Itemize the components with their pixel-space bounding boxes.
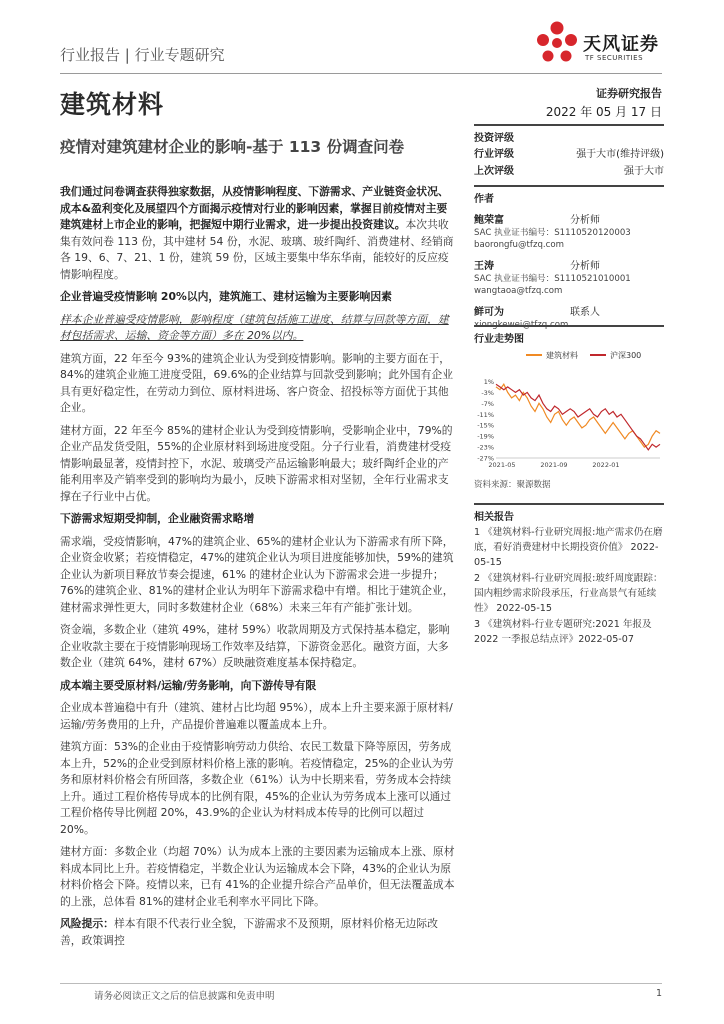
paragraph-funding: 资金端，多数企业（建筑 49%，建材 59%）收款周期及方式保持基本稳定，影响企业收款主要在于疫情影响现场工作效率及结算，下游资金恶化。融资方面，大多数企业（建筑 64%，建材 67%）反映融资难度基本保持稳定。 [60, 623, 450, 669]
tf-logo-icon [534, 20, 580, 66]
paragraph-construction: 建筑方面，22 年至今 93%的建筑企业认为受到疫情影响。影响的主要方面在于，84%的建筑企业施工进度受阻，69.6%的企业结算与回款受到影响；此外国有企业具有更好稳定性，在劳动力到位、原材料进场、客户资金、招投标等方面优于其他企业。 [60, 351, 453, 414]
risk-label: 风险提示： [60, 917, 114, 930]
related-report-item[interactable]: 1 《建筑材料-行业研究周报:地产需求仍在磨底，看好消费建材中长期投资价值》 2022-05-15 [474, 527, 663, 568]
report-type: 证券研究报告 [596, 87, 662, 100]
author-email[interactable]: wangtaoa@tfzq.com [474, 286, 563, 296]
intro-lead: 我们通过问卷调查获得独家数据，从疫情影响程度、下游需求、产业链资金状况、成本&盈利变化及展望四个方面揭示疫情对行业的影响因素，掌握目前疫情对主要建筑建材上市企业的影响，把握短中期行业需求，进一步提出投资建议。 [60, 185, 449, 231]
intro-rest: 本次共收集有效问卷 113 份，其中建材 54 份，水泥、玻璃、玻纤陶纤、消费建材、经销商各 19、6、7、21、1 份，建筑 59 份，区域主要集中华东华南，能较好的反应疫情影响程度。 [60, 218, 454, 281]
authors-heading: 作者 [474, 185, 664, 205]
y-tick-label: -15% [477, 421, 494, 430]
header-divider [60, 73, 662, 74]
rating-row [474, 146, 664, 163]
report-category: 行业报告 | 行业专题研究 [60, 46, 225, 64]
rating-row [474, 163, 664, 180]
x-tick-label: 2022-01 [592, 461, 620, 469]
paragraph-demand: 需求端，受疫情影响，47%的建筑企业、65%的建材企业认为下游需求有所下降，企业资金收紧；若疫情稳定，47%的建筑企业认为项目进度能够加快，59%的建筑企业认为新项目释放节奏会提速，61% 的建材企业认为下游需求会进一步提升；76%的建筑企业、81%的建材企业认为明年下游需求稳中有增。相比于建筑企业，建材需求弹性更大，同时多数建材企业（68%）未来三年有产能扩张计划。 [60, 534, 454, 614]
chart-panel [474, 325, 664, 347]
company-logo [534, 18, 664, 70]
rating-key: 行业评级 [474, 149, 514, 160]
author-name: 鲜可为 [474, 307, 504, 318]
author-cert: SAC 执业证书编号：S1110521010001 [474, 274, 631, 284]
rating-key: 上次评级 [474, 166, 514, 177]
intro-paragraph [60, 184, 456, 283]
author-name: 鲍荣富 [474, 215, 504, 226]
rating-value: 强于大市 [624, 166, 664, 177]
x-tick-label: 2021-09 [540, 461, 568, 469]
authors-panel [474, 185, 664, 331]
report-date: 2022 年 05 月 17 日 [545, 105, 662, 119]
rating-heading: 投资评级 [474, 124, 664, 144]
chart-source: 资料来源：聚源数据 [474, 480, 551, 490]
author-entry [474, 254, 664, 297]
page-number: 1 [655, 988, 662, 999]
footer-disclaimer: 请务必阅读正文之后的信息披露和免责申明 [94, 991, 275, 1002]
risk-paragraph [60, 916, 456, 949]
author-role: 联系人 [570, 307, 600, 318]
industry-trend-chart [474, 346, 664, 472]
x-tick-label: 2021-05 [488, 461, 516, 469]
logo-cn-text: 天风证券 [583, 34, 659, 55]
author-role: 分析师 [570, 261, 600, 272]
y-tick-label: -19% [477, 432, 494, 441]
page-title: 疫情对建筑建材企业的影响-基于 113 份调查问卷 [60, 138, 405, 156]
section-heading-cost: 成本端主要受原材料/运输/劳务影响，向下游传导有限 [60, 678, 317, 692]
rating-panel [474, 124, 664, 180]
author-email[interactable]: baorongfu@tfzq.com [474, 240, 564, 250]
series-line [496, 384, 660, 450]
y-tick-label: -3% [481, 388, 494, 397]
impact-note: 样本企业普遍受疫情影响，影响程度（建筑包括施工进度、结算与回款等方面，建材包括需求、运输、资金等方面）多在 20%以内。 [60, 312, 449, 342]
related-report-item[interactable]: 3 《建筑材料-行业专题研究:2021 年报及 2022 一季报总结点评》2022-05-07 [474, 619, 652, 645]
legend-label: 建筑材料 [546, 351, 578, 360]
related-report-item[interactable]: 2 《建筑材料-行业研究周报:玻纤周度跟踪：国内粗纱需求阶段承压，行业高景气有延续性》 2022-05-15 [474, 573, 663, 614]
legend-label: 沪深300 [610, 351, 642, 360]
author-cert: SAC 执业证书编号：S1110520120003 [474, 228, 631, 238]
related-reports [474, 503, 664, 647]
paragraph-cost-materials: 建材方面：多数企业（均超 70%）认为成本上涨的主要因素为运输成本上涨、原材料成本同比上升。若疫情稳定，半数企业认为运输成本会下降，43%的企业认为原材料价格会下降。疫情以来，已有 41%的企业提升综合产品单价，但无法覆盖成本的上涨，总体看 81%的建材企业毛利率水平同比下降。 [60, 845, 455, 908]
paragraph-cost-construction: 建筑方面：53%的企业由于疫情影响劳动力供给、农民工数量下降等原因，劳务成本上升，52%的企业受到原材料价格上涨的影响。若疫情稳定，25%的企业认为劳务和原材料价格会有所回落，多数企业（61%）认为中长期来看，劳务成本会持续上升。通过工程价格传导成本的比例有限，45%的企业认为劳务成本上涨可以通过工程价格传导比例超 20%，43.9%的企业认为材料成本传导的比例可以超过 20%。 [60, 740, 454, 836]
logo-en-text: TF SECURITIES [585, 54, 644, 62]
author-email[interactable]: xiongkewei@tfzq.com [474, 320, 569, 330]
y-tick-label: -11% [477, 410, 494, 419]
section-heading-impact: 企业普遍受疫情影响 20%以内，建筑施工、建材运输为主要影响因素 [60, 290, 392, 303]
paragraph-materials: 建材方面，22 年至今 85%的建材企业认为受到疫情影响，受影响企业中，79%的企业产品发货受阻，55%的企业原材料到场进度受阻。分子行业看，消费建材受疫情影响最显著，疫情封控下，水泥、玻璃受产品运输影响最大；玻纤陶纤企业的产能利用率及产销率受到的影响均为最小，反映下游需求相对坚韧，全年行业需求支撑在子行业中占优。 [60, 423, 453, 503]
chart-heading: 行业走势图 [474, 325, 664, 345]
risk-text: 样本有限不代表行业全貌，下游需求不及预期，原材料价格无边际改善，政策调控 [60, 917, 438, 947]
y-tick-label: -7% [481, 399, 494, 408]
rating-value: 强于大市(维持评级) [576, 149, 664, 160]
section-heading-demand: 下游需求短期受抑制，企业融资需求略增 [60, 512, 255, 525]
y-tick-label: -23% [477, 443, 494, 452]
related-heading: 相关报告 [474, 503, 664, 523]
author-name: 王涛 [474, 261, 494, 272]
series-line [496, 384, 660, 447]
paragraph-cost-summary: 企业成本普遍稳中有升（建筑、建材占比均超 95%），成本上升主要来源于原材料/运输/劳务费用的上升，产品提价普遍难以覆盖成本上升。 [60, 701, 453, 731]
y-tick-label: 1% [483, 377, 494, 386]
main-body [60, 184, 456, 955]
sector-title: 建筑材料 [60, 90, 165, 119]
author-role: 分析师 [570, 215, 600, 226]
y-tick-label: -27% [477, 454, 494, 463]
author-entry [474, 208, 664, 251]
footer-divider [60, 983, 662, 984]
